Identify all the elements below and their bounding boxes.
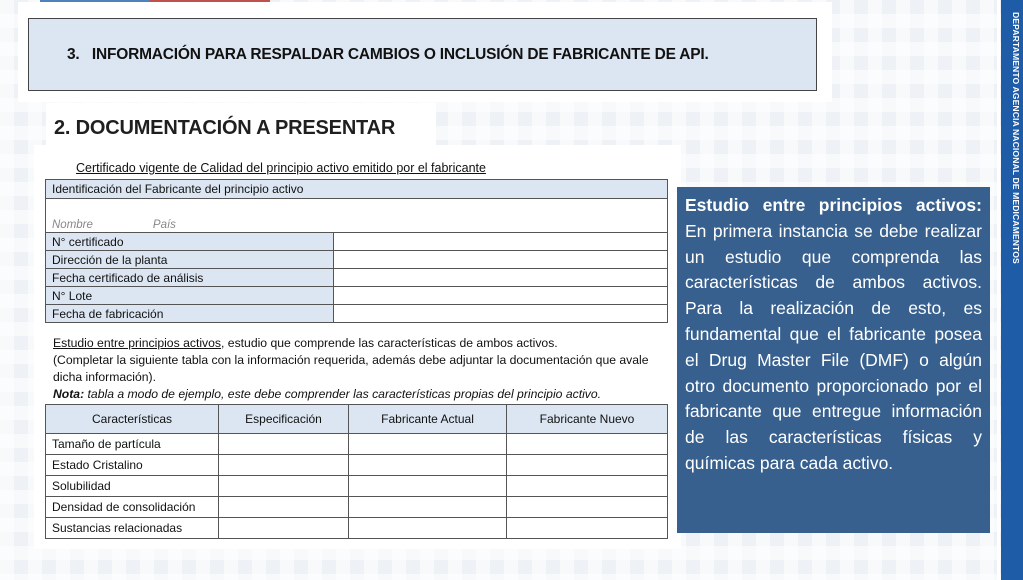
table-cell (349, 455, 507, 476)
column-header: Especificación (219, 405, 349, 434)
info-body: En primera instancia se debe realizar un estudio que comprenda las características de ambos activos. Para la realización de esto, es fundamental que el fabricante posea el Drug Master File (DMF) o algún otro documento proporcionado por el fabricante que entregue información de las características físicas y químicas para cada activo. (685, 220, 982, 473)
column-header: Fabricante Nuevo (507, 405, 668, 434)
table-cell (349, 518, 507, 539)
name-placeholder: Nombre (52, 218, 93, 231)
info-callout-box (677, 187, 990, 533)
certificate-row-label: N° Lote (46, 287, 334, 305)
sidebar-label: DEPARTAMENTO AGENCIA NACIONAL DE MEDICAMENTOS (1011, 12, 1021, 264)
table-cell (349, 476, 507, 497)
study-note-label: Nota: (53, 387, 85, 401)
study-instructions: (Completar la siguiente tabla con la información requerida, además debe adjuntar la documentación que avale dicha información). (53, 353, 649, 384)
certificate-row-label: N° certificado (46, 233, 334, 251)
table-row (46, 476, 668, 497)
certificate-row-value (334, 251, 668, 269)
table-cell (507, 518, 668, 539)
characteristic-label: Tamaño de partícula (46, 434, 219, 455)
characteristic-label: Estado Cristalino (46, 455, 219, 476)
certificate-row-label: Fecha de fabricación (46, 305, 334, 323)
table-row (46, 497, 668, 518)
table-row (46, 518, 668, 539)
study-note-text: tabla a modo de ejemplo, este debe comprender las características propias del principio activo. (84, 387, 602, 401)
certificate-row-value (334, 287, 668, 305)
characteristic-label: Sustancias relacionadas (46, 518, 219, 539)
table-cell (507, 434, 668, 455)
table-cell (349, 497, 507, 518)
certificate-blank-row (46, 199, 668, 218)
certificate-row-value (334, 233, 668, 251)
characteristic-label: Solubilidad (46, 476, 219, 497)
certificate-row-value (334, 269, 668, 287)
table-cell (507, 455, 668, 476)
table-row (46, 455, 668, 476)
certificate-table (45, 179, 668, 323)
table-cell (219, 518, 349, 539)
certificate-row-value (334, 305, 668, 323)
table-row (46, 434, 668, 455)
info-heading: Estudio entre principios activos: (685, 195, 982, 215)
table-cell (349, 434, 507, 455)
sidebar-stripe (997, 0, 1000, 580)
study-title-line (53, 335, 663, 352)
section2-title: 2. DOCUMENTACIÓN A PRESENTAR (54, 117, 396, 139)
column-header: Características (46, 405, 219, 434)
study-note (53, 386, 663, 403)
certificate-header: Identificación del Fabricante del principio activo (46, 180, 668, 199)
certificate-row-label: Fecha certificado de análisis (46, 269, 334, 287)
column-header: Fabricante Actual (349, 405, 507, 434)
study-title-suffix: , estudio que comprende las características de ambos activos. (221, 336, 558, 350)
characteristic-label: Densidad de consolidación (46, 497, 219, 518)
table-cell (219, 497, 349, 518)
certificate-row-label: Dirección de la planta (46, 251, 334, 269)
characteristics-table (45, 404, 668, 539)
table-cell (507, 476, 668, 497)
study-description (53, 335, 663, 403)
certificate-name-country-row (46, 217, 668, 233)
table-cell (507, 497, 668, 518)
certificate-caption: Certificado vigente de Calidad del principio activo emitido por el fabricante (76, 161, 486, 175)
country-placeholder: País (152, 218, 176, 231)
table-cell (219, 434, 349, 455)
study-title: Estudio entre principios activos (53, 336, 222, 350)
table-cell (219, 455, 349, 476)
table-cell (219, 476, 349, 497)
section3-heading: 3. INFORMACIÓN PARA RESPALDAR CAMBIOS O INCLUSIÓN DE FABRICANTE DE API. (28, 18, 817, 91)
